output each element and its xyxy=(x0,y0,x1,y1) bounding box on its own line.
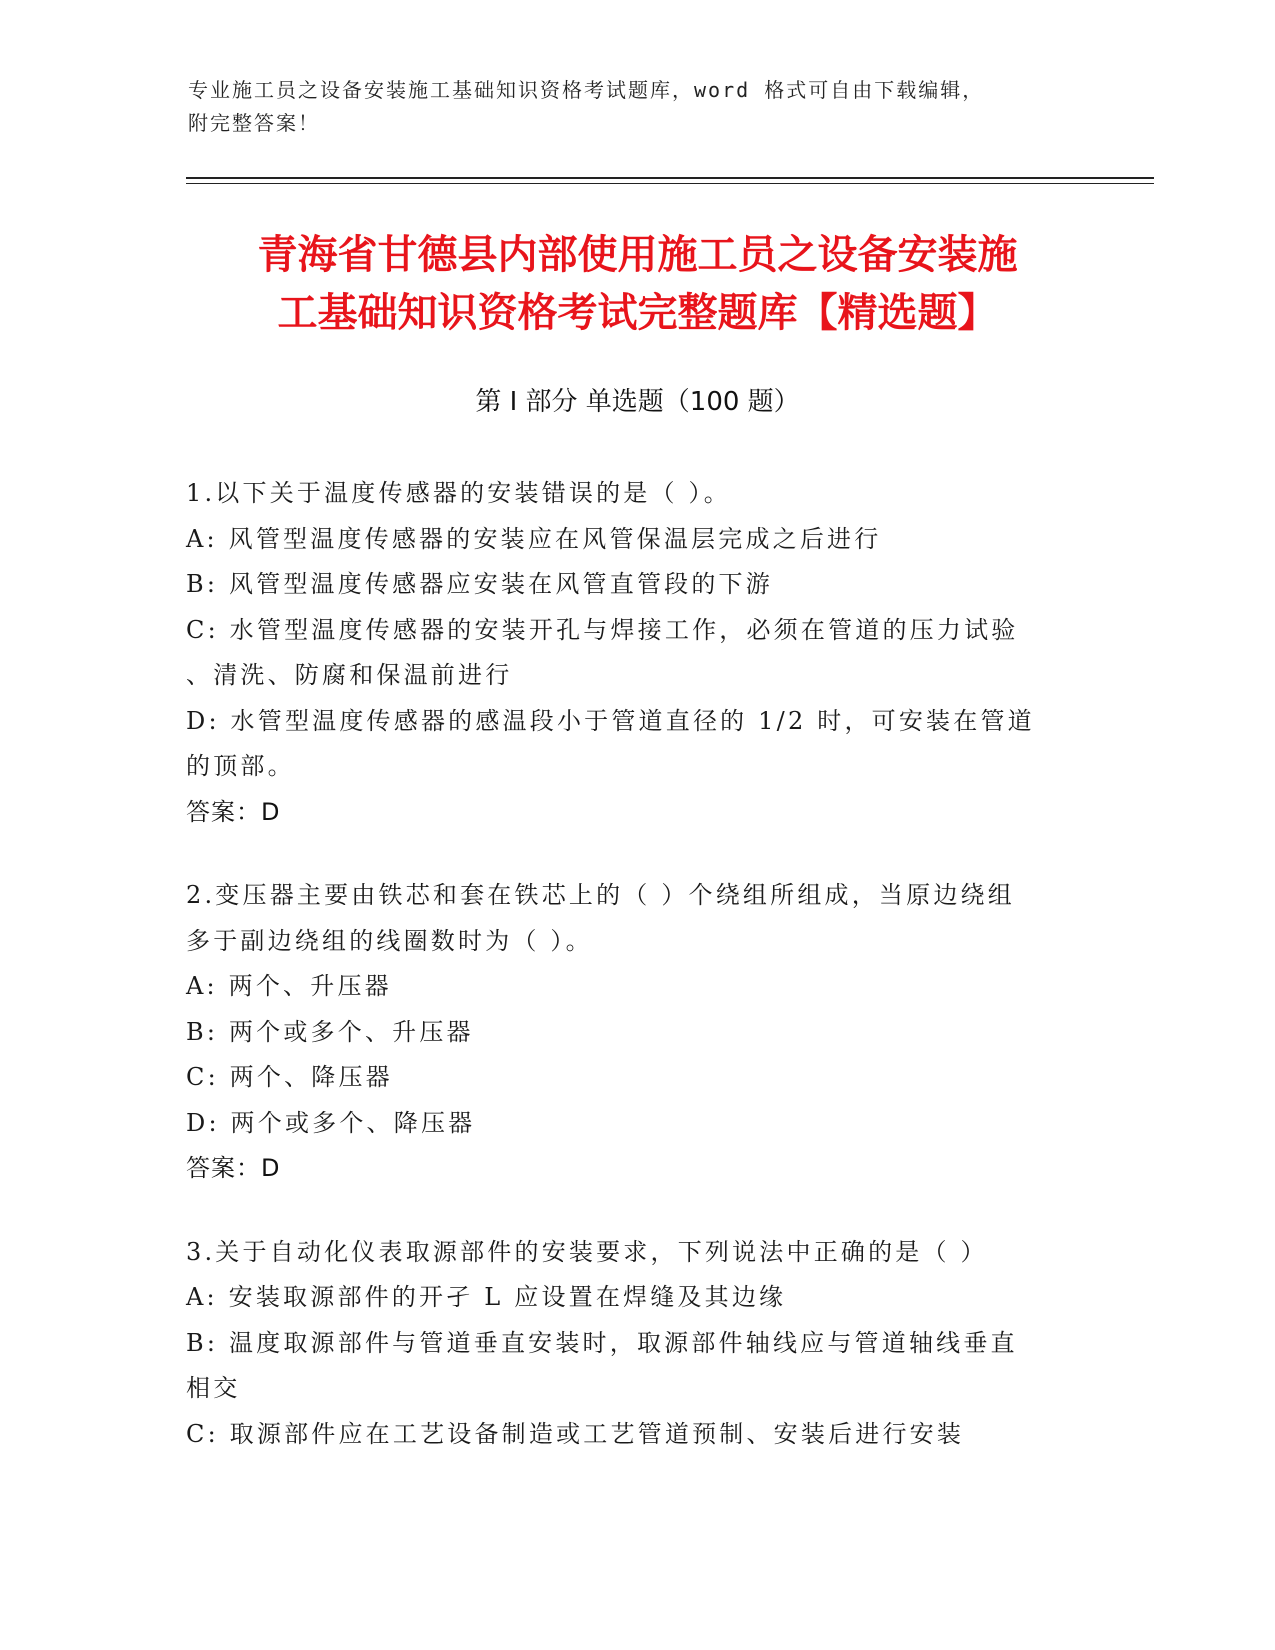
question-3 xyxy=(186,1230,1081,1458)
header-note-line-2: 附完整答案！ xyxy=(188,111,320,135)
header-note-line-1: 专业施工员之设备安装施工基础知识资格考试题库，word 格式可自由下载编辑， xyxy=(188,78,985,102)
document-title-line-1: 青海省甘德县内部使用施工员之设备安装施 xyxy=(257,232,1018,278)
header-rule-thick xyxy=(186,177,1154,179)
option-c: C: 水管型温度传感器的安装开孔与焊接工作，必须在管道的压力试验 xyxy=(186,615,1019,644)
answer: 答案：D xyxy=(186,797,281,826)
question-2 xyxy=(186,873,1081,1192)
option-b: B: 温度取源部件与管道垂直安装时，取源部件轴线应与管道轴线垂直 xyxy=(186,1328,1018,1357)
header-note xyxy=(188,74,1088,140)
option-a: A: 两个、升压器 xyxy=(186,972,392,1000)
option-d: D: 两个或多个、降压器 xyxy=(186,1108,476,1137)
question-list xyxy=(186,471,1081,1495)
header-rule-thin xyxy=(186,183,1154,184)
option-d-continued: 的顶部。 xyxy=(186,752,295,780)
question-stem-line: 1.以下关于温度传感器的安装错误的是（ ）。 xyxy=(186,479,731,507)
option-b: B: 风管型温度传感器应安装在风管直管段的下游 xyxy=(186,570,773,598)
option-c-continued: 、清洗、防腐和保温前进行 xyxy=(186,661,513,689)
option-a: A: 安装取源部件的开孑 L 应设置在焊缝及其边缘 xyxy=(186,1283,787,1311)
question-stem-line: 2.变压器主要由铁芯和套在铁芯上的（ ）个绕组所组成，当原边绕组 xyxy=(186,881,1015,909)
question-1 xyxy=(186,471,1081,835)
option-a: A: 风管型温度传感器的安装应在风管保温层完成之后进行 xyxy=(186,524,882,553)
document-title-line-2: 工基础知识资格考试完整题库【精选题】 xyxy=(277,290,998,336)
question-stem-line-continued: 多于副边绕组的线圈数时为（ ）。 xyxy=(186,926,593,955)
question-stem-line: 3.关于自动化仪表取源部件的安装要求，下列说法中正确的是（ ） xyxy=(186,1237,988,1266)
document-title xyxy=(120,226,1155,342)
option-c: C: 取源部件应在工艺设备制造或工艺管道预制、安装后进行安装 xyxy=(186,1419,965,1448)
option-d: D: 水管型温度传感器的感温段小于管道直径的 1/2 时，可安装在管道 xyxy=(186,706,1035,735)
option-b: B: 两个或多个、升压器 xyxy=(186,1017,474,1046)
option-c: C: 两个、降压器 xyxy=(186,1063,393,1091)
section-title: 第 I 部分 单选题（100 题） xyxy=(475,387,800,417)
option-b-continued: 相交 xyxy=(186,1374,241,1402)
answer: 答案：D xyxy=(186,1154,281,1182)
